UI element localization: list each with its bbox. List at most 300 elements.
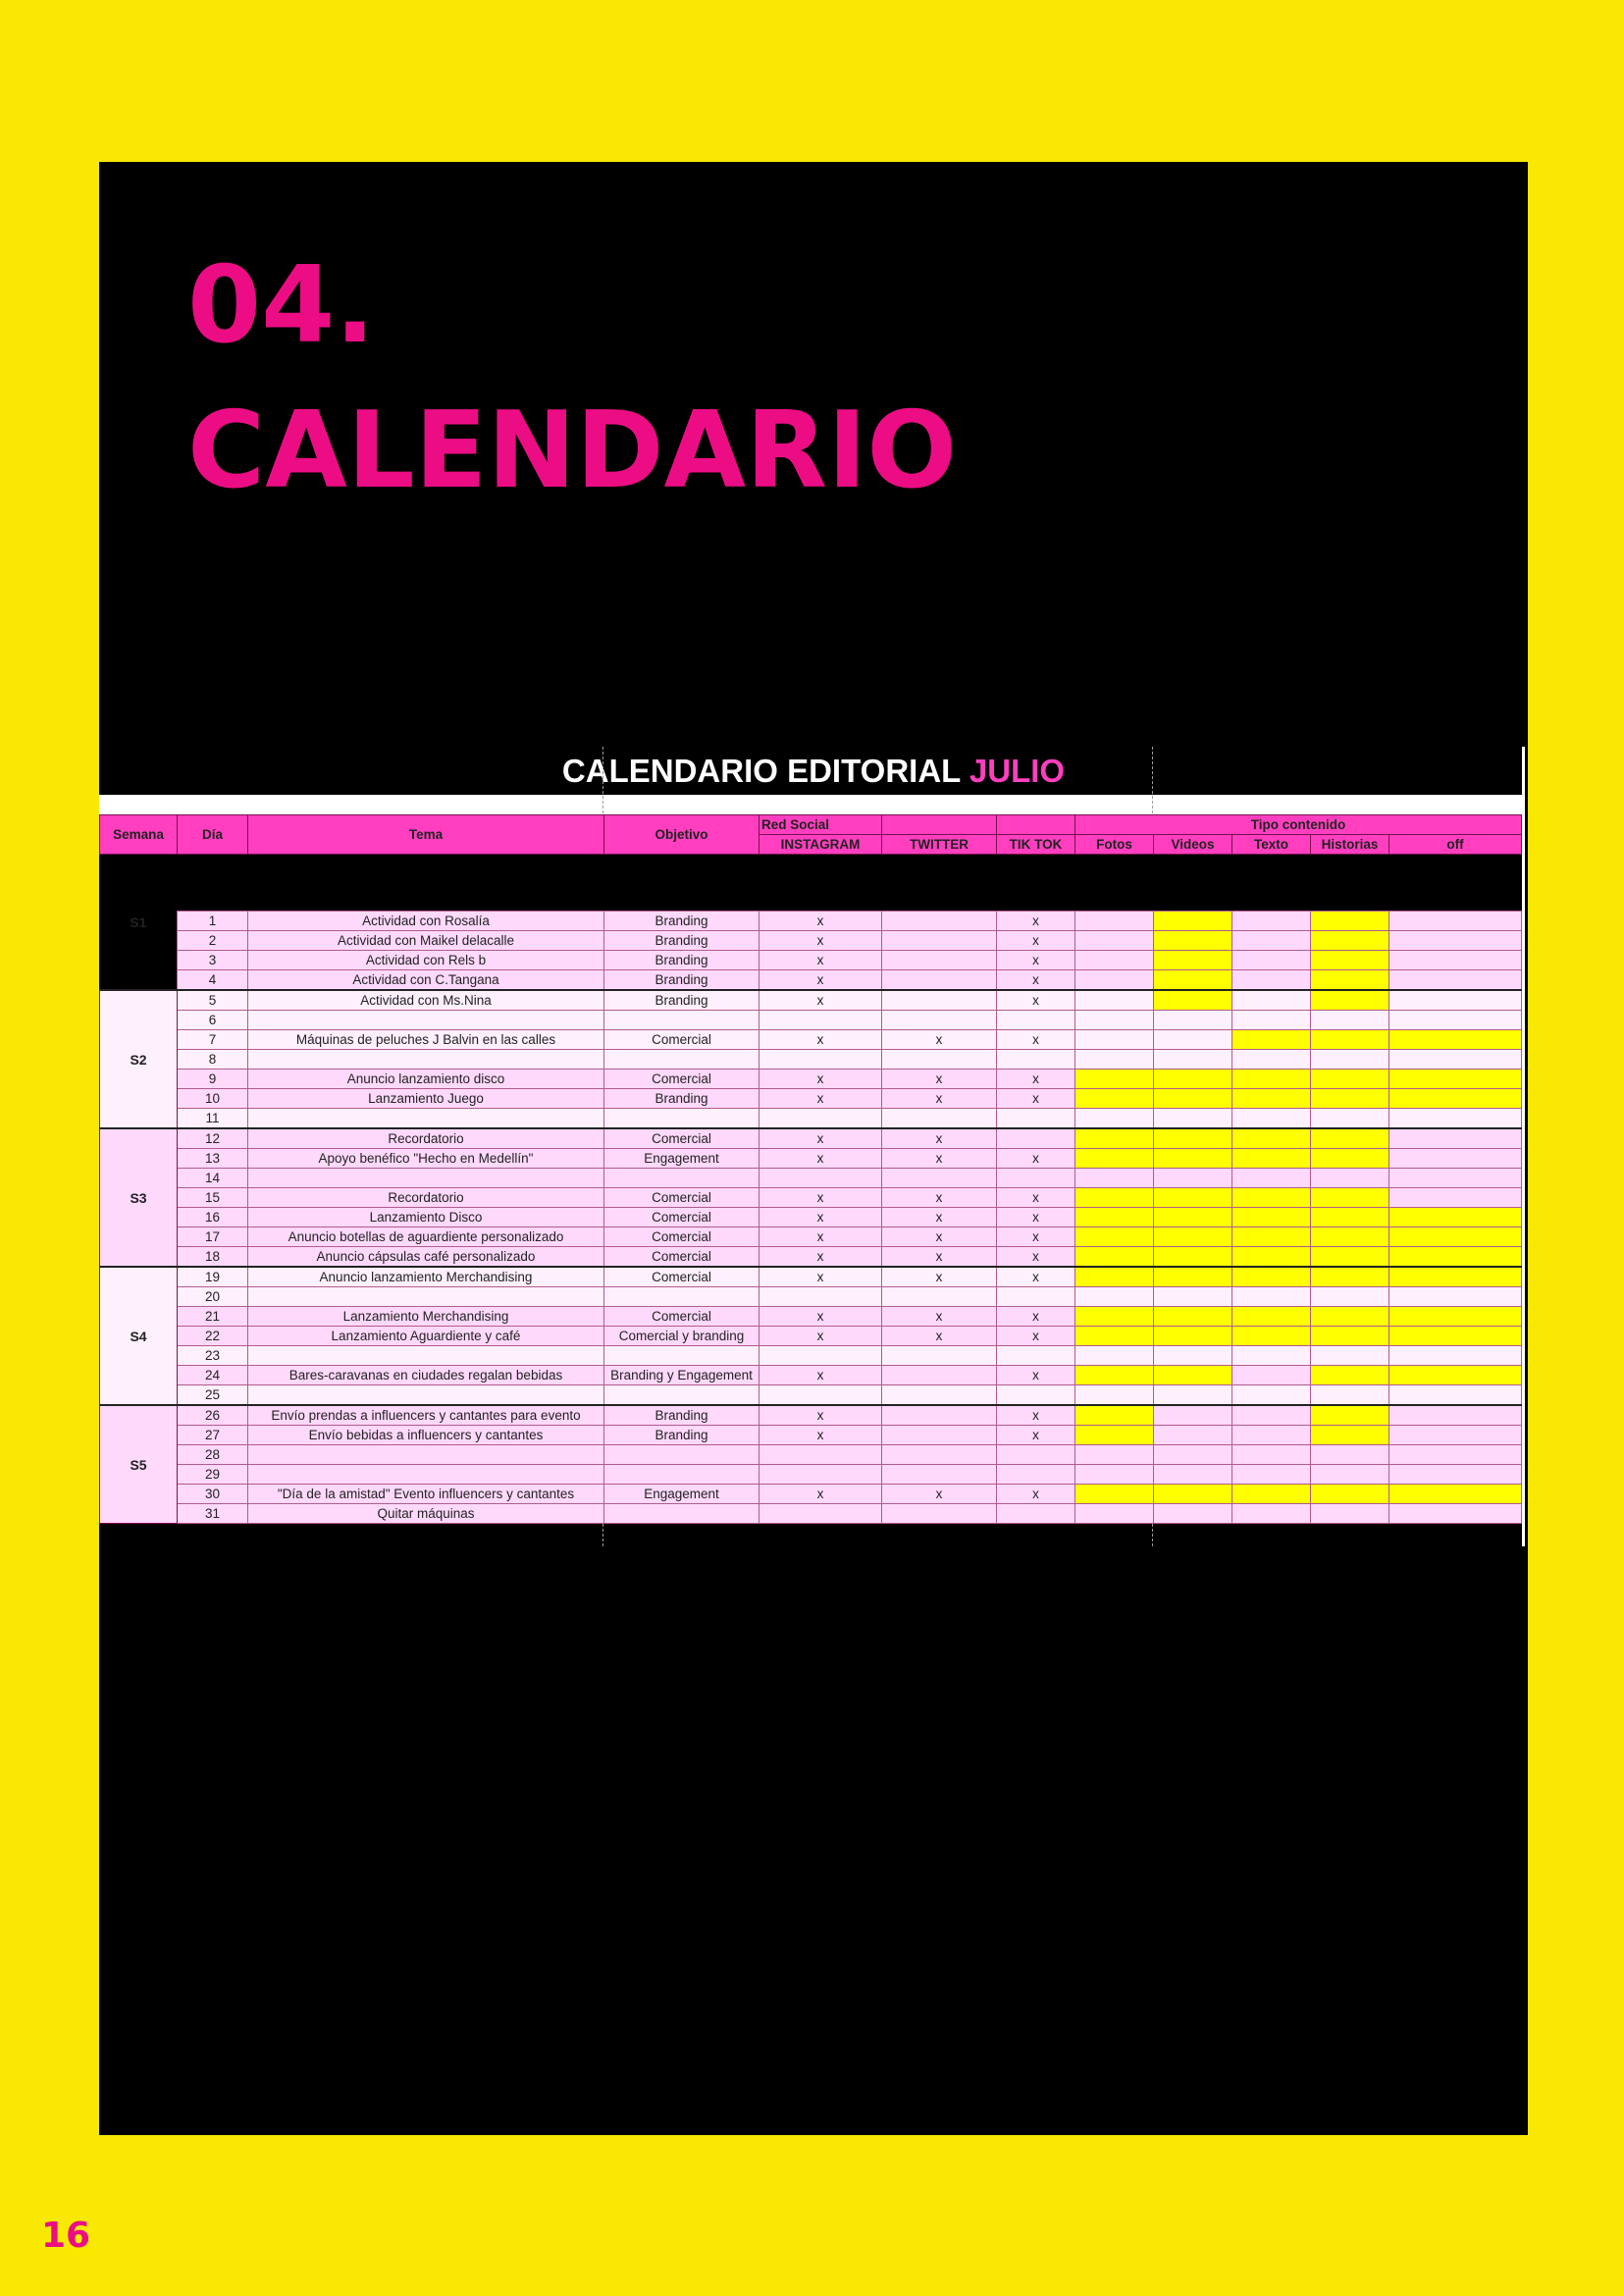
historias-cell [1311,1504,1389,1524]
off-cell [1389,1208,1522,1227]
table-row [100,990,1522,1011]
videos-cell [1154,1109,1232,1129]
day-cell: 4 [178,970,248,991]
objetivo-cell: Branding [604,912,760,931]
objetivo-cell: Comercial [604,1070,760,1089]
tiktok-cell [997,1504,1075,1524]
fotos-cell [1075,970,1154,991]
objetivo-cell: Engagement [604,1485,760,1504]
tiktok-cell: x [997,1307,1075,1327]
tiktok-cell: x [997,1267,1075,1287]
videos-cell [1154,1267,1232,1287]
objetivo-cell: Comercial [604,1188,760,1208]
tiktok-cell [997,1128,1075,1149]
historias-cell [1311,1070,1389,1089]
fotos-cell [1075,1485,1154,1504]
videos-cell [1154,1247,1232,1268]
table-row [100,951,1522,970]
historias-cell [1311,1128,1389,1149]
texto-cell [1232,1169,1311,1188]
tiktok-cell: x [997,951,1075,970]
historias-cell [1311,1188,1389,1208]
videos-cell [1154,1465,1232,1485]
spacer-cell [178,855,1522,912]
tiktok-cell: x [997,1070,1075,1089]
day-cell: 29 [178,1465,248,1485]
videos-cell [1154,1405,1232,1426]
tiktok-cell [997,1287,1075,1307]
table-row [100,1188,1522,1208]
instagram-cell: x [760,1267,882,1287]
off-cell [1389,1030,1522,1050]
instagram-cell: x [760,1208,882,1227]
fotos-cell [1075,1247,1154,1268]
day-cell: 3 [178,951,248,970]
tiktok-cell [997,1011,1075,1030]
tema-cell [248,1445,604,1465]
twitter-cell [882,1445,997,1465]
videos-cell [1154,1227,1232,1247]
objetivo-cell: Branding y Engagement [604,1366,760,1385]
tiktok-cell: x [997,931,1075,951]
instagram-cell: x [760,1149,882,1169]
day-cell: 20 [178,1287,248,1307]
objetivo-cell: Comercial [604,1030,760,1050]
day-cell: 1 [178,912,248,931]
texto-cell [1232,1485,1311,1504]
tema-cell: Lanzamiento Merchandising [248,1307,604,1327]
instagram-cell [760,1109,882,1129]
table-row [100,1011,1522,1030]
historias-cell [1311,1247,1389,1268]
tema-cell [248,1346,604,1366]
calendar-title [99,747,1528,796]
texto-cell [1232,931,1311,951]
objetivo-cell: Branding [604,970,760,991]
header-texto: Texto [1232,835,1311,855]
table-row [100,1109,1522,1129]
texto-cell [1232,990,1311,1011]
fotos-cell [1075,1405,1154,1426]
videos-cell [1154,1089,1232,1109]
objetivo-cell [604,1346,760,1366]
twitter-cell [882,1287,997,1307]
historias-cell [1311,1465,1389,1485]
table-row [100,1247,1522,1268]
table-row [100,1267,1522,1287]
twitter-cell [882,990,997,1011]
objetivo-cell [604,1445,760,1465]
fotos-cell [1075,1504,1154,1524]
header-tema: Tema [248,815,604,855]
historias-cell [1311,1445,1389,1465]
twitter-cell [882,1405,997,1426]
videos-cell [1154,1011,1232,1030]
videos-cell [1154,912,1232,931]
tema-cell [248,1011,604,1030]
day-cell: 28 [178,1445,248,1465]
texto-cell [1232,1504,1311,1524]
tema-cell: Lanzamiento Juego [248,1089,604,1109]
day-cell: 10 [178,1089,248,1109]
texto-cell [1232,1149,1311,1169]
off-cell [1389,1169,1522,1188]
off-cell [1389,1247,1522,1268]
tema-cell: Actividad con Rosalía [248,912,604,931]
texto-cell [1232,1050,1311,1070]
tiktok-cell: x [997,990,1075,1011]
off-cell [1389,931,1522,951]
header-instagram: INSTAGRAM [760,835,882,855]
instagram-cell: x [760,990,882,1011]
day-cell: 21 [178,1307,248,1327]
header-objetivo: Objetivo [604,815,760,855]
twitter-cell [882,1346,997,1366]
header-strip [99,795,1523,814]
objetivo-cell: Branding [604,990,760,1011]
table-row [100,1445,1522,1465]
objetivo-cell: Comercial [604,1208,760,1227]
tiktok-cell [997,1346,1075,1366]
off-cell [1389,1287,1522,1307]
fotos-cell [1075,1030,1154,1050]
table-row [100,912,1522,931]
week-label: S5 [100,1405,178,1524]
tiktok-cell: x [997,1208,1075,1227]
tema-cell: Lanzamiento Disco [248,1208,604,1227]
day-cell: 11 [178,1109,248,1129]
instagram-cell: x [760,1188,882,1208]
twitter-cell [882,1109,997,1129]
fotos-cell [1075,1426,1154,1445]
objetivo-cell [604,1011,760,1030]
texto-cell [1232,1307,1311,1327]
fotos-cell [1075,1227,1154,1247]
historias-cell [1311,1227,1389,1247]
off-cell [1389,1050,1522,1070]
historias-cell [1311,1109,1389,1129]
tema-cell: Envío prendas a influencers y cantantes para evento [248,1405,604,1426]
page-number: 16 [41,2216,91,2256]
tiktok-cell: x [997,1485,1075,1504]
day-cell: 16 [178,1208,248,1227]
spacer-row [100,855,1522,912]
week-label: S3 [100,1128,178,1267]
tiktok-cell: x [997,1247,1075,1268]
historias-cell [1311,912,1389,931]
twitter-cell: x [882,1327,997,1346]
fotos-cell [1075,1385,1154,1406]
day-cell: 24 [178,1366,248,1385]
day-cell: 17 [178,1227,248,1247]
table-row [100,1227,1522,1247]
instagram-cell: x [760,912,882,931]
table-row [100,1504,1522,1524]
tema-cell [248,1287,604,1307]
fotos-cell [1075,951,1154,970]
table-row [100,1089,1522,1109]
instagram-cell: x [760,1128,882,1149]
objetivo-cell: Engagement [604,1149,760,1169]
videos-cell [1154,1327,1232,1346]
content-panel [99,162,1528,2135]
day-cell: 9 [178,1070,248,1089]
videos-cell [1154,1385,1232,1406]
header-empty [882,815,997,835]
videos-cell [1154,1287,1232,1307]
tema-cell: Anuncio cápsulas café personalizado [248,1247,604,1268]
texto-cell [1232,1227,1311,1247]
objetivo-cell [604,1465,760,1485]
instagram-cell: x [760,1327,882,1346]
table-row [100,1149,1522,1169]
instagram-cell: x [760,1030,882,1050]
table-row [100,1366,1522,1385]
objetivo-cell [604,1169,760,1188]
off-cell [1389,1385,1522,1406]
fotos-cell [1075,1070,1154,1089]
instagram-cell: x [760,1426,882,1445]
day-cell: 15 [178,1188,248,1208]
tiktok-cell: x [997,912,1075,931]
fotos-cell [1075,912,1154,931]
tiktok-cell: x [997,1227,1075,1247]
texto-cell [1232,1089,1311,1109]
instagram-cell: x [760,1089,882,1109]
instagram-cell: x [760,1405,882,1426]
twitter-cell [882,1050,997,1070]
tema-cell: Envío bebidas a influencers y cantantes [248,1426,604,1445]
instagram-cell [760,1011,882,1030]
twitter-cell: x [882,1247,997,1268]
historias-cell [1311,931,1389,951]
twitter-cell: x [882,1149,997,1169]
off-cell [1389,912,1522,931]
videos-cell [1154,990,1232,1011]
tiktok-cell: x [997,1426,1075,1445]
texto-cell [1232,1208,1311,1227]
texto-cell [1232,1247,1311,1268]
day-cell: 18 [178,1247,248,1268]
tema-cell: Anuncio botellas de aguardiente personalizado [248,1227,604,1247]
instagram-cell: x [760,1307,882,1327]
videos-cell [1154,1169,1232,1188]
texto-cell [1232,1426,1311,1445]
table-row [100,1208,1522,1227]
off-cell [1389,1445,1522,1465]
objetivo-cell: Comercial [604,1227,760,1247]
section-title: CALENDARIO [187,390,958,512]
objetivo-cell [604,1050,760,1070]
tiktok-cell [997,1050,1075,1070]
tiktok-cell [997,1169,1075,1188]
historias-cell [1311,1050,1389,1070]
day-cell: 8 [178,1050,248,1070]
twitter-cell: x [882,1030,997,1050]
historias-cell [1311,1287,1389,1307]
table-row [100,1070,1522,1089]
tema-cell: Bares-caravanas en ciudades regalan bebidas [248,1366,604,1385]
instagram-cell [760,1287,882,1307]
off-cell [1389,1426,1522,1445]
texto-cell [1232,1011,1311,1030]
fotos-cell [1075,1366,1154,1385]
twitter-cell: x [882,1128,997,1149]
tiktok-cell: x [997,1089,1075,1109]
header-tipo-contenido: Tipo contenido [1075,815,1522,835]
section-number: 04. [187,244,376,367]
day-cell: 30 [178,1485,248,1504]
table-row [100,1050,1522,1070]
off-cell [1389,1485,1522,1504]
videos-cell [1154,1426,1232,1445]
tema-cell: Anuncio lanzamiento Merchandising [248,1267,604,1287]
videos-cell [1154,1485,1232,1504]
twitter-cell: x [882,1485,997,1504]
off-cell [1389,1504,1522,1524]
texto-cell [1232,1385,1311,1406]
off-cell [1389,1405,1522,1426]
twitter-cell: x [882,1267,997,1287]
objetivo-cell: Comercial [604,1267,760,1287]
twitter-cell [882,1465,997,1485]
tiktok-cell [997,1109,1075,1129]
fotos-cell [1075,1089,1154,1109]
objetivo-cell [604,1287,760,1307]
off-cell [1389,1011,1522,1030]
off-cell [1389,1465,1522,1485]
videos-cell [1154,1346,1232,1366]
table-row [100,1405,1522,1426]
texto-cell [1232,1188,1311,1208]
videos-cell [1154,1050,1232,1070]
instagram-cell: x [760,1366,882,1385]
fotos-cell [1075,1346,1154,1366]
header-tiktok: TIK TOK [997,835,1075,855]
day-cell: 25 [178,1385,248,1406]
videos-cell [1154,970,1232,991]
day-cell: 14 [178,1169,248,1188]
tiktok-cell: x [997,1405,1075,1426]
off-cell [1389,1346,1522,1366]
tema-cell: Actividad con Ms.Nina [248,990,604,1011]
historias-cell [1311,990,1389,1011]
day-cell: 31 [178,1504,248,1524]
twitter-cell: x [882,1089,997,1109]
texto-cell [1232,1465,1311,1485]
table-row [100,931,1522,951]
historias-cell [1311,1327,1389,1346]
videos-cell [1154,931,1232,951]
fotos-cell [1075,1169,1154,1188]
instagram-cell: x [760,931,882,951]
tema-cell: Quitar máquinas [248,1504,604,1524]
week-label: S1 [100,855,178,991]
fotos-cell [1075,1109,1154,1129]
header-dia: Día [178,815,248,855]
tema-cell: Recordatorio [248,1128,604,1149]
table-row [100,1327,1522,1346]
tiktok-cell: x [997,1366,1075,1385]
off-cell [1389,970,1522,991]
header-red-social: Red Social [760,815,882,835]
calendar-table-wrap [99,814,1522,1524]
table-row [100,1485,1522,1504]
off-cell [1389,1070,1522,1089]
texto-cell [1232,1327,1311,1346]
videos-cell [1154,1128,1232,1149]
day-cell: 6 [178,1011,248,1030]
objetivo-cell: Branding [604,1426,760,1445]
tiktok-cell: x [997,1149,1075,1169]
twitter-cell [882,1169,997,1188]
twitter-cell [882,1011,997,1030]
tiktok-cell: x [997,1030,1075,1050]
twitter-cell: x [882,1307,997,1327]
off-cell [1389,1267,1522,1287]
videos-cell [1154,1149,1232,1169]
sheet-edge-line [1522,747,1525,1546]
fotos-cell [1075,1208,1154,1227]
objetivo-cell: Branding [604,951,760,970]
twitter-cell [882,951,997,970]
twitter-cell [882,1504,997,1524]
historias-cell [1311,1307,1389,1327]
fotos-cell [1075,1267,1154,1287]
tema-cell: Lanzamiento Aguardiente y café [248,1327,604,1346]
day-cell: 22 [178,1327,248,1346]
videos-cell [1154,1030,1232,1050]
tiktok-cell [997,1445,1075,1465]
tema-cell: "Día de la amistad" Evento influencers y cantantes [248,1485,604,1504]
texto-cell [1232,1287,1311,1307]
tiktok-cell [997,1465,1075,1485]
day-cell: 19 [178,1267,248,1287]
twitter-cell: x [882,1208,997,1227]
videos-cell [1154,1208,1232,1227]
historias-cell [1311,951,1389,970]
twitter-cell: x [882,1188,997,1208]
table-row [100,1385,1522,1406]
tema-cell: Anuncio lanzamiento disco [248,1070,604,1089]
off-cell [1389,1307,1522,1327]
day-cell: 2 [178,931,248,951]
fotos-cell [1075,1327,1154,1346]
texto-cell [1232,1405,1311,1426]
objetivo-cell: Comercial [604,1307,760,1327]
objetivo-cell: Branding [604,1405,760,1426]
twitter-cell [882,931,997,951]
texto-cell [1232,1346,1311,1366]
instagram-cell [760,1445,882,1465]
texto-cell [1232,912,1311,931]
day-cell: 27 [178,1426,248,1445]
texto-cell [1232,1128,1311,1149]
instagram-cell [760,1504,882,1524]
tema-cell: Actividad con Maikel delacalle [248,931,604,951]
instagram-cell: x [760,951,882,970]
off-cell [1389,1089,1522,1109]
twitter-cell: x [882,1227,997,1247]
fotos-cell [1075,1287,1154,1307]
tema-cell: Actividad con C.Tangana [248,970,604,991]
header-twitter: TWITTER [882,835,997,855]
instagram-cell: x [760,1070,882,1089]
calendar-table [99,814,1522,1524]
videos-cell [1154,951,1232,970]
texto-cell [1232,1445,1311,1465]
twitter-cell [882,1366,997,1385]
